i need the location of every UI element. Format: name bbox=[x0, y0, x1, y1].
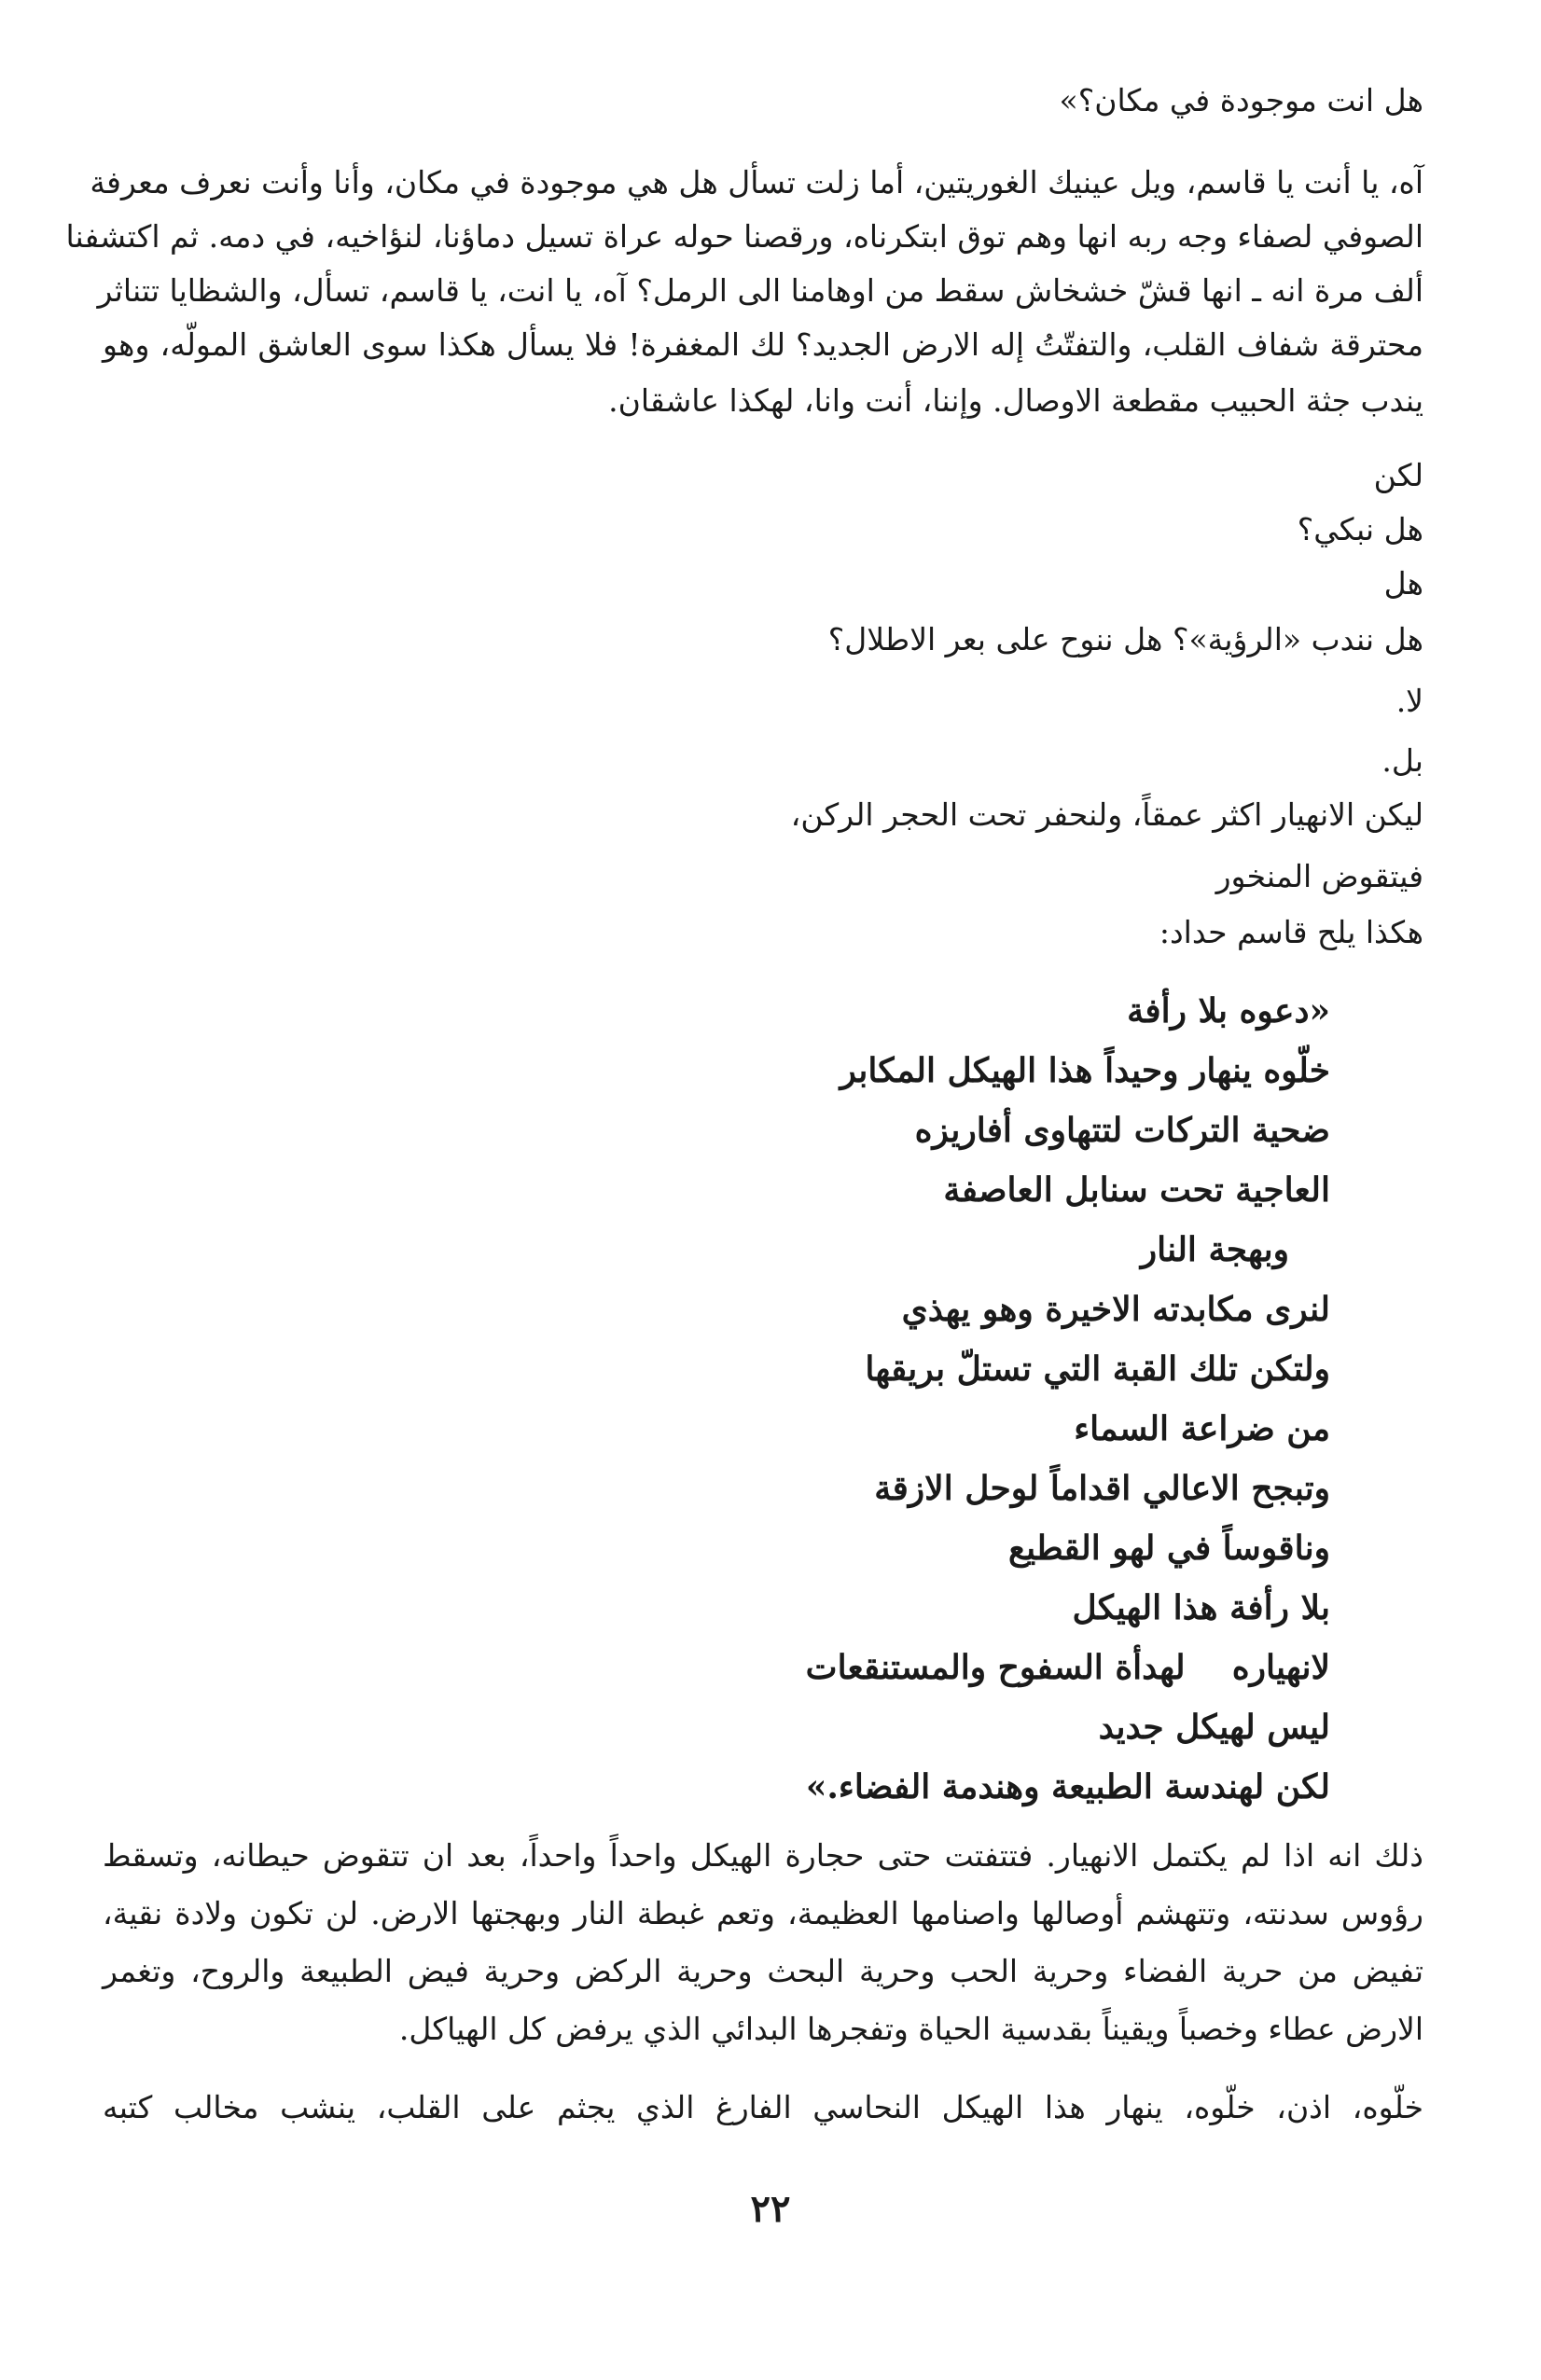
poem-line: من ضراعة السماء bbox=[1074, 1409, 1330, 1448]
text-line: ليكن الانهيار اكثر عمقاً، ولنحفر تحت الحجر الركن، bbox=[790, 796, 1423, 833]
poem-line: بلا رأفة هذا الهيكل bbox=[1072, 1588, 1330, 1627]
text-line: لا. bbox=[1395, 683, 1423, 719]
text-line: هكذا يلح قاسم حداد: bbox=[1159, 914, 1423, 950]
poem-line: لنرى مكابدته الاخيرة وهو يهذي bbox=[901, 1290, 1330, 1329]
poem-line: وناقوساً في لهو القطيع bbox=[1007, 1529, 1330, 1568]
poem-line: ولتكن تلك القبة التي تستلّ بريقها bbox=[865, 1349, 1330, 1389]
text-line: الصوفي لصفاء وجه ربه انها وهم توق ابتكرناه، ورقصنا حوله عراة تسيل دماؤنا، لنؤاخيه، في دمه. ثم اكتشفنا bbox=[65, 218, 1423, 255]
text-line: هل bbox=[1383, 565, 1423, 602]
text-line: خلّوه، اذن، خلّوه، ينهار هذا الهيكل النحاسي الفارغ الذي يجثم على القلب، ينشب مخالب كتبه bbox=[103, 2089, 1423, 2125]
poem-line: ليس لهيكل جديد bbox=[1098, 1708, 1330, 1747]
poem-line: وتبجح الاعالي اقداماً لوحل الازقة bbox=[874, 1469, 1330, 1508]
text-line: الارض عطاء وخصباً ويقيناً بقدسية الحياة وتفجرها البدائي الذي يرفض كل الهياكل. bbox=[398, 2011, 1423, 2047]
poem-line: ضحية التركات لتتهاوى أفاريزه bbox=[914, 1111, 1330, 1150]
text-line: هل نندب «الرؤية»؟ هل ننوح على بعر الاطلال؟ bbox=[827, 621, 1423, 657]
text-line: بل. bbox=[1381, 742, 1423, 779]
text-line: ذلك انه اذا لم يكتمل الانهيار. فتتفتت حتى حجارة الهيكل واحداً واحداً، بعد ان تتقوض حيطانه، وتسقط bbox=[103, 1837, 1423, 1874]
poem-line: لانهياره لهدأة السفوح والمستنقعات bbox=[805, 1648, 1330, 1687]
text-line: تفيض من حرية الفضاء وحرية الحب وحرية البحث وحرية الركض وحرية فيض الطبيعة والروح، وتغمر bbox=[103, 1953, 1423, 1989]
text-line: لكن bbox=[1373, 457, 1423, 493]
poem-line: «دعوه بلا رأفة bbox=[1127, 991, 1330, 1031]
poem-line: خلّوه ينهار وحيداً هذا الهيكل المكابر bbox=[840, 1051, 1330, 1090]
page-number: ٢٢ bbox=[750, 2187, 791, 2231]
text-line: ألف مرة انه ـ انها قشّ خشخاش سقط من اوهامنا الى الرمل؟ آه، يا انت، يا قاسم، تسأل، والشظايا تتناثر bbox=[97, 272, 1423, 309]
poem-line: لكن لهندسة الطبيعة وهندمة الفضاء.» bbox=[805, 1767, 1330, 1806]
text-line: آه، يا أنت يا قاسم، ويل عينيك الغوريتين، أما زلت تسأل هل هي موجودة في مكان، وأنا وأنت نعرف معرفة bbox=[90, 164, 1423, 201]
text-line: رؤوس سدنته، وتتهشم أوصالها واصنامها العظيمة، وتعم غبطة النار وبهجتها الارض. لن تكون ولادة نقية، bbox=[103, 1895, 1423, 1931]
heading-line: هل انت موجودة في مكان؟» bbox=[1059, 82, 1423, 118]
poem-line: العاجية تحت سنابل العاصفة bbox=[943, 1170, 1330, 1210]
poem-line: وبهجة النار bbox=[1140, 1230, 1289, 1269]
text-line: فيتقوض المنخور bbox=[1215, 858, 1423, 894]
text-line: محترقة شفاف القلب، والتفتّتُ إله الارض الجديد؟ لك المغفرة! فلا يسأل هكذا سوى العاشق المولّه، وهو bbox=[103, 326, 1423, 363]
text-line: يندب جثة الحبيب مقطعة الاوصال. وإننا، أنت وانا، لهكذا عاشقان. bbox=[608, 382, 1423, 419]
text-line: هل نبكي؟ bbox=[1297, 511, 1423, 547]
